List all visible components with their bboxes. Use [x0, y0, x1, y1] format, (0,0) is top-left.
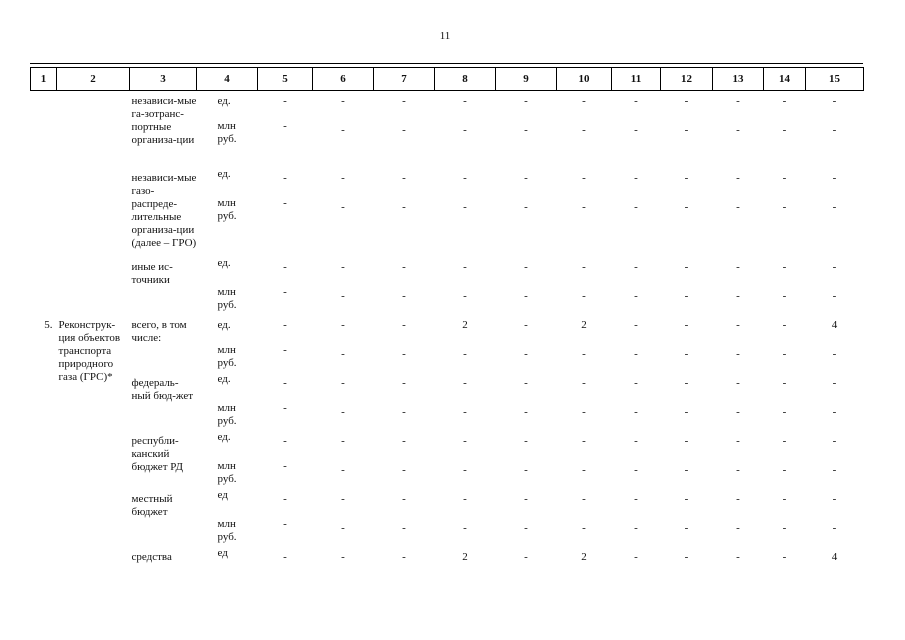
- value-cell: -: [341, 261, 345, 273]
- value-cell: -: [634, 124, 638, 136]
- value-cell: -: [684, 551, 689, 563]
- value-cell: -: [684, 261, 689, 273]
- value-cell: -: [736, 172, 740, 184]
- group-label: иные ис-точники: [131, 261, 173, 286]
- value-cell: -: [684, 377, 689, 389]
- value-cell: -: [782, 435, 787, 447]
- column-header-13: 13: [713, 68, 764, 91]
- value-cell: -: [341, 201, 345, 213]
- value-cell: -: [582, 124, 586, 136]
- value-cell: -: [463, 95, 467, 107]
- value-cell: -: [832, 201, 837, 213]
- header-row: [31, 68, 864, 91]
- value-cell: -: [634, 464, 638, 476]
- value-cell: -: [283, 518, 287, 530]
- column-header-8: 8: [435, 68, 496, 91]
- value-cell: -: [684, 493, 689, 505]
- value-cell: -: [402, 124, 406, 136]
- value-cell: -: [402, 172, 406, 184]
- value-cell: -: [582, 348, 586, 360]
- value-cell: -: [832, 95, 837, 107]
- value-cell: -: [524, 172, 528, 184]
- value-cell: -: [634, 522, 638, 534]
- group-label: независи-мые га-зотранс-портные организа-ции: [131, 95, 197, 146]
- value-cell: -: [582, 261, 586, 273]
- value-cell: -: [341, 348, 345, 360]
- value-cell: -: [524, 348, 528, 360]
- value-cell: -: [283, 286, 287, 298]
- column-header-15: 15: [806, 68, 864, 91]
- value-cell: -: [582, 201, 586, 213]
- value-cell: -: [684, 201, 689, 213]
- value-cell: -: [341, 290, 345, 302]
- value-cell: -: [283, 402, 287, 414]
- value-cell: -: [283, 319, 287, 331]
- value-cell: -: [283, 551, 287, 563]
- unit-cell: ед.: [217, 95, 231, 107]
- value-cell: -: [634, 261, 638, 273]
- column-header-5: 5: [258, 68, 313, 91]
- empty-cell: [31, 91, 130, 316]
- column-header-11: 11: [612, 68, 661, 91]
- value-cell: -: [283, 460, 287, 472]
- value-cell: -: [736, 201, 740, 213]
- value-cell: -: [402, 319, 406, 331]
- value-cell: -: [463, 124, 467, 136]
- value-cell: -: [582, 95, 586, 107]
- column-header-2: 2: [57, 68, 130, 91]
- group-label: республи-канский бюджет РД: [131, 435, 184, 473]
- group-label: федераль-ный бюд-жет: [131, 377, 194, 402]
- value-cell: -: [782, 522, 787, 534]
- unit-cell: ед: [217, 489, 228, 501]
- value-cell: -: [463, 261, 467, 273]
- value-cell: -: [782, 290, 787, 302]
- value-cell: -: [524, 201, 528, 213]
- unit-cell: ед.: [217, 168, 231, 180]
- value-cell: -: [341, 172, 345, 184]
- table-row: [31, 431, 864, 460]
- value-cell: -: [832, 435, 837, 447]
- value-cell: -: [582, 493, 586, 505]
- value-cell: -: [736, 377, 740, 389]
- section-title: Реконструк-ция объектов транспорта природного газа (ГРС)*: [58, 319, 121, 383]
- value-cell: -: [283, 435, 287, 447]
- value-cell: -: [782, 493, 787, 505]
- value-cell: -: [684, 435, 689, 447]
- value-cell: -: [684, 290, 689, 302]
- top-rule: [30, 63, 863, 64]
- value-cell: -: [736, 319, 740, 331]
- value-cell: -: [283, 493, 287, 505]
- value-cell: -: [736, 95, 740, 107]
- table-row: [31, 489, 864, 518]
- value-cell: 4: [831, 319, 838, 331]
- value-cell: -: [736, 348, 740, 360]
- table-row: [31, 91, 864, 121]
- value-cell: -: [463, 290, 467, 302]
- value-cell: -: [402, 95, 406, 107]
- value-cell: -: [782, 261, 787, 273]
- value-cell: -: [524, 377, 528, 389]
- value-cell: -: [782, 201, 787, 213]
- value-cell: -: [582, 406, 586, 418]
- value-cell: -: [634, 290, 638, 302]
- value-cell: -: [736, 551, 740, 563]
- value-cell: -: [684, 124, 689, 136]
- value-cell: -: [736, 522, 740, 534]
- table-row: [31, 315, 864, 344]
- value-cell: -: [782, 172, 787, 184]
- value-cell: -: [782, 406, 787, 418]
- value-cell: -: [341, 95, 345, 107]
- unit-cell: ед: [217, 547, 228, 559]
- value-cell: -: [524, 522, 528, 534]
- table-row: [31, 373, 864, 402]
- value-cell: -: [341, 551, 345, 563]
- value-cell: -: [341, 124, 345, 136]
- unit-cell: ед.: [217, 373, 231, 385]
- unit-cell: млн руб.: [217, 120, 237, 145]
- group-label: местный бюджет: [131, 493, 173, 518]
- value-cell: -: [634, 551, 638, 563]
- value-cell: -: [283, 197, 287, 209]
- value-cell: 4: [831, 551, 838, 563]
- value-cell: -: [524, 551, 528, 563]
- value-cell: -: [283, 261, 287, 273]
- value-cell: -: [341, 464, 345, 476]
- value-cell: -: [524, 290, 528, 302]
- value-cell: -: [283, 172, 287, 184]
- table-row: [31, 257, 864, 286]
- value-cell: -: [684, 464, 689, 476]
- value-cell: -: [341, 377, 345, 389]
- value-cell: -: [736, 435, 740, 447]
- value-cell: -: [582, 172, 586, 184]
- unit-cell: млн руб.: [217, 344, 237, 369]
- value-cell: -: [524, 493, 528, 505]
- value-cell: -: [684, 172, 689, 184]
- value-cell: -: [634, 95, 638, 107]
- value-cell: -: [782, 464, 787, 476]
- group-label: всего, в том числе:: [131, 319, 187, 344]
- unit-cell: млн руб.: [217, 286, 237, 311]
- unit-cell: ед.: [217, 257, 231, 269]
- value-cell: -: [782, 348, 787, 360]
- value-cell: -: [782, 124, 787, 136]
- value-cell: -: [832, 290, 837, 302]
- value-cell: -: [524, 319, 528, 331]
- unit-cell: ед.: [217, 431, 231, 443]
- table-body: [31, 91, 864, 577]
- value-cell: -: [582, 435, 586, 447]
- unit-cell: млн руб.: [217, 402, 237, 427]
- unit-cell: ед.: [217, 319, 231, 331]
- value-cell: -: [463, 522, 467, 534]
- column-header-14: 14: [764, 68, 806, 91]
- value-cell: 2: [462, 551, 468, 563]
- value-cell: -: [634, 435, 638, 447]
- value-cell: -: [832, 406, 837, 418]
- column-header-3: 3: [130, 68, 197, 91]
- value-cell: -: [463, 464, 467, 476]
- column-header-10: 10: [557, 68, 612, 91]
- value-cell: -: [402, 201, 406, 213]
- value-cell: -: [524, 435, 528, 447]
- value-cell: -: [832, 522, 837, 534]
- data-table: [30, 67, 864, 576]
- value-cell: -: [684, 348, 689, 360]
- value-cell: -: [634, 377, 638, 389]
- value-cell: -: [832, 493, 837, 505]
- value-cell: -: [341, 406, 345, 418]
- value-cell: 2: [581, 319, 587, 331]
- value-cell: -: [684, 319, 689, 331]
- value-cell: -: [634, 172, 638, 184]
- value-cell: -: [524, 464, 528, 476]
- value-cell: -: [283, 120, 287, 132]
- value-cell: -: [463, 348, 467, 360]
- section-number: 5.: [44, 319, 53, 331]
- column-header-1: 1: [31, 68, 57, 91]
- value-cell: -: [341, 493, 345, 505]
- value-cell: -: [402, 493, 406, 505]
- value-cell: -: [402, 551, 406, 563]
- value-cell: -: [832, 464, 837, 476]
- table-row: [31, 168, 864, 197]
- group-label: средства: [131, 551, 172, 563]
- value-cell: -: [736, 493, 740, 505]
- value-cell: -: [463, 172, 467, 184]
- value-cell: -: [634, 348, 638, 360]
- value-cell: -: [782, 95, 787, 107]
- column-header-9: 9: [496, 68, 557, 91]
- value-cell: -: [463, 406, 467, 418]
- value-cell: -: [736, 290, 740, 302]
- value-cell: -: [402, 464, 406, 476]
- value-cell: -: [463, 377, 467, 389]
- value-cell: -: [684, 522, 689, 534]
- value-cell: -: [832, 261, 837, 273]
- value-cell: -: [634, 406, 638, 418]
- column-header-4: 4: [197, 68, 258, 91]
- unit-cell: млн руб.: [217, 197, 237, 222]
- value-cell: -: [582, 522, 586, 534]
- group-label: независи-мые газо-распреде-лительные организа-ции (далее – ГРО): [131, 172, 197, 249]
- value-cell: -: [524, 95, 528, 107]
- value-cell: -: [782, 319, 787, 331]
- value-cell: -: [782, 551, 787, 563]
- value-cell: -: [736, 464, 740, 476]
- value-cell: -: [402, 435, 406, 447]
- value-cell: -: [634, 201, 638, 213]
- value-cell: -: [524, 261, 528, 273]
- value-cell: -: [582, 464, 586, 476]
- value-cell: -: [684, 406, 689, 418]
- value-cell: -: [402, 377, 406, 389]
- value-cell: -: [524, 406, 528, 418]
- value-cell: -: [463, 201, 467, 213]
- value-cell: -: [341, 319, 345, 331]
- value-cell: -: [832, 377, 837, 389]
- column-header-6: 6: [313, 68, 374, 91]
- value-cell: -: [736, 124, 740, 136]
- value-cell: -: [341, 435, 345, 447]
- value-cell: -: [524, 124, 528, 136]
- value-cell: 2: [462, 319, 468, 331]
- value-cell: -: [283, 95, 287, 107]
- column-header-7: 7: [374, 68, 435, 91]
- value-cell: -: [832, 124, 837, 136]
- unit-cell: млн руб.: [217, 518, 237, 543]
- value-cell: -: [582, 290, 586, 302]
- value-cell: -: [283, 377, 287, 389]
- value-cell: -: [684, 95, 689, 107]
- value-cell: -: [736, 261, 740, 273]
- value-cell: -: [402, 406, 406, 418]
- page-number: 11: [439, 30, 451, 42]
- value-cell: -: [463, 493, 467, 505]
- value-cell: 2: [581, 551, 587, 563]
- value-cell: -: [402, 348, 406, 360]
- table-row: [31, 547, 864, 576]
- column-header-12: 12: [661, 68, 713, 91]
- value-cell: -: [582, 377, 586, 389]
- unit-cell: млн руб.: [217, 460, 237, 485]
- value-cell: -: [402, 261, 406, 273]
- value-cell: -: [634, 319, 638, 331]
- value-cell: -: [463, 435, 467, 447]
- value-cell: -: [736, 406, 740, 418]
- value-cell: -: [634, 493, 638, 505]
- value-cell: -: [782, 377, 787, 389]
- value-cell: -: [402, 522, 406, 534]
- value-cell: -: [283, 344, 287, 356]
- value-cell: -: [402, 290, 406, 302]
- value-cell: -: [832, 172, 837, 184]
- value-cell: -: [832, 348, 837, 360]
- value-cell: -: [341, 522, 345, 534]
